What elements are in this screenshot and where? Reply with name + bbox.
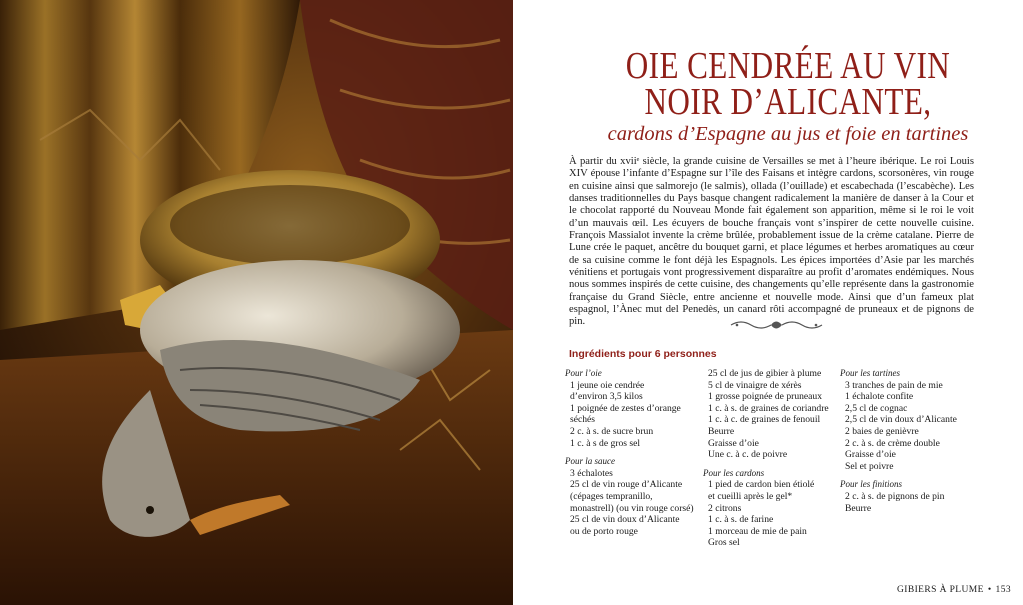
list-item: Graisse d’oie <box>708 437 759 449</box>
list-item: Une c. à c. de poivre <box>708 449 788 461</box>
list-item: 2 c. à s. de crème double <box>845 437 940 449</box>
page-number: 153 <box>995 585 1011 595</box>
ingredients-heading: Ingrédients pour 6 personnes <box>569 348 717 360</box>
list-item: 1 morceau de mie de pain <box>708 525 807 537</box>
list-item: 1 poignée de zestes d’orange <box>570 402 681 414</box>
list-item: 1 c. à s. de graines de coriandre <box>708 402 829 414</box>
list-item: 1 grosse poignée de pruneaux <box>708 391 823 403</box>
list-item: 3 échalotes <box>570 467 613 479</box>
recipe-page <box>513 0 1023 605</box>
section-title-oie: Pour l’oie <box>565 368 602 378</box>
page-folio <box>897 585 1011 595</box>
list-item: 5 cl de vinaigre de xérès <box>708 379 802 391</box>
section-title-finitions: Pour les finitions <box>840 479 903 490</box>
list-item: 1 c. à s de gros sel <box>570 437 641 449</box>
list-item: Sel et poivre <box>845 460 894 472</box>
list-item: 25 cl de jus de gibier à plume <box>708 368 822 379</box>
list-item: Gros sel <box>708 537 740 549</box>
list-item: 2 c. à s. de sucre brun <box>570 425 654 437</box>
intro-paragraph: À partir du xviiᵉ siècle, la grande cuisine de Versailles se met à l’heure ibérique. Le roi Louis XIV épouse l’infante d’Espagne sur l’île des Faisans et intègre cardons, scorsonères, vin rouge en cuisine ainsi que salmorejo (le salmis), ollada (l’ouillade) et escabechada (l’escabèche). Les danses traditionnelles du Pays basque changent radicalement la manière de danser à la Cour et le chocolat rapporté du Nouveau Monde fait également son apparition, même si le roi le voit d’un mauvais œil. Les écuyers de bouche français vont s’inspirer de cette nouvelle cuisine. François Massialot invente la crème brûlée, probablement issue de la crème catalane. Pierre de Lune crée le paquet, ancêtre du bouquet garni, et place légumes et herbes aromatiques au cœur de sa cuisine comme le font déjà les Espagnols. Les épices importées d’Asie par les marchés vénitiens et portugais vont progressivement disparaître au profit d’aromates endémiques. Nous nous sommes inspirés de cette cuisine, des changements qu’elle représente dans la gastronomie française du Grand Siècle, entre ancienne et nouvelle mode. Ainsi que d’un fameux plat espagnol, l’Ànec mut del Penedès, un canard rôti accompagné de pruneaux et de pignons de pin. <box>569 156 974 328</box>
list-item: 1 c. à s. de farine <box>708 514 774 526</box>
title-line-1: OIE CENDRÉE AU VIN <box>625 45 951 87</box>
list-item: 2 baies de genièvre <box>845 425 919 437</box>
section-title-tartines: Pour les tartines <box>840 368 900 378</box>
list-item: 2,5 cl de vin doux d’Alicante <box>845 414 957 426</box>
list-item: 2 citrons <box>708 502 742 514</box>
section-title-cardons: Pour les cardons <box>703 467 765 478</box>
list-item: (cépages tempranillo, <box>570 490 653 502</box>
list-item: 1 échalote confite <box>845 391 914 403</box>
list-item: 1 pied de cardon bien étiolé <box>708 479 815 491</box>
section-title-sauce: Pour la sauce <box>565 456 615 467</box>
recipe-subtitle: cardons d’Espagne au jus et foie en tartines <box>607 123 969 145</box>
list-item: 1 c. à c. de graines de fenouil <box>708 414 821 426</box>
folio-bullet: • <box>987 585 992 595</box>
list-item: 25 cl de vin doux d’Alicante <box>570 514 680 526</box>
list-item: Beurre <box>845 502 872 514</box>
ornament-divider-icon <box>729 318 824 332</box>
list-item: monastrell) (ou vin rouge corsé) <box>570 502 694 514</box>
list-item: et cueilli après le gel* <box>708 490 793 502</box>
list-item: 25 cl de vin rouge d’Alicante <box>570 479 683 491</box>
title-line-2: NOIR D’ALICANTE, <box>644 81 932 123</box>
list-item: 1 jeune oie cendrée <box>570 379 645 391</box>
recipe-title <box>553 45 1023 146</box>
list-item: 2 c. à s. de pignons de pin <box>845 490 945 502</box>
list-item: séchés <box>570 414 596 426</box>
ingredients-column-3 <box>840 368 980 514</box>
list-item: ou de porto rouge <box>570 525 638 537</box>
list-item: 3 tranches de pain de mie <box>845 379 943 391</box>
list-item: d’environ 3,5 kilos <box>570 391 643 403</box>
ingredients-column-1 <box>565 368 705 537</box>
list-item: 2,5 cl de cognac <box>845 402 908 414</box>
folio-section: GIBIERS À PLUME <box>897 585 984 595</box>
list-item: Beurre <box>708 425 735 437</box>
ingredients-column-2 <box>703 368 843 549</box>
list-item: Graisse d’oie <box>845 449 896 461</box>
